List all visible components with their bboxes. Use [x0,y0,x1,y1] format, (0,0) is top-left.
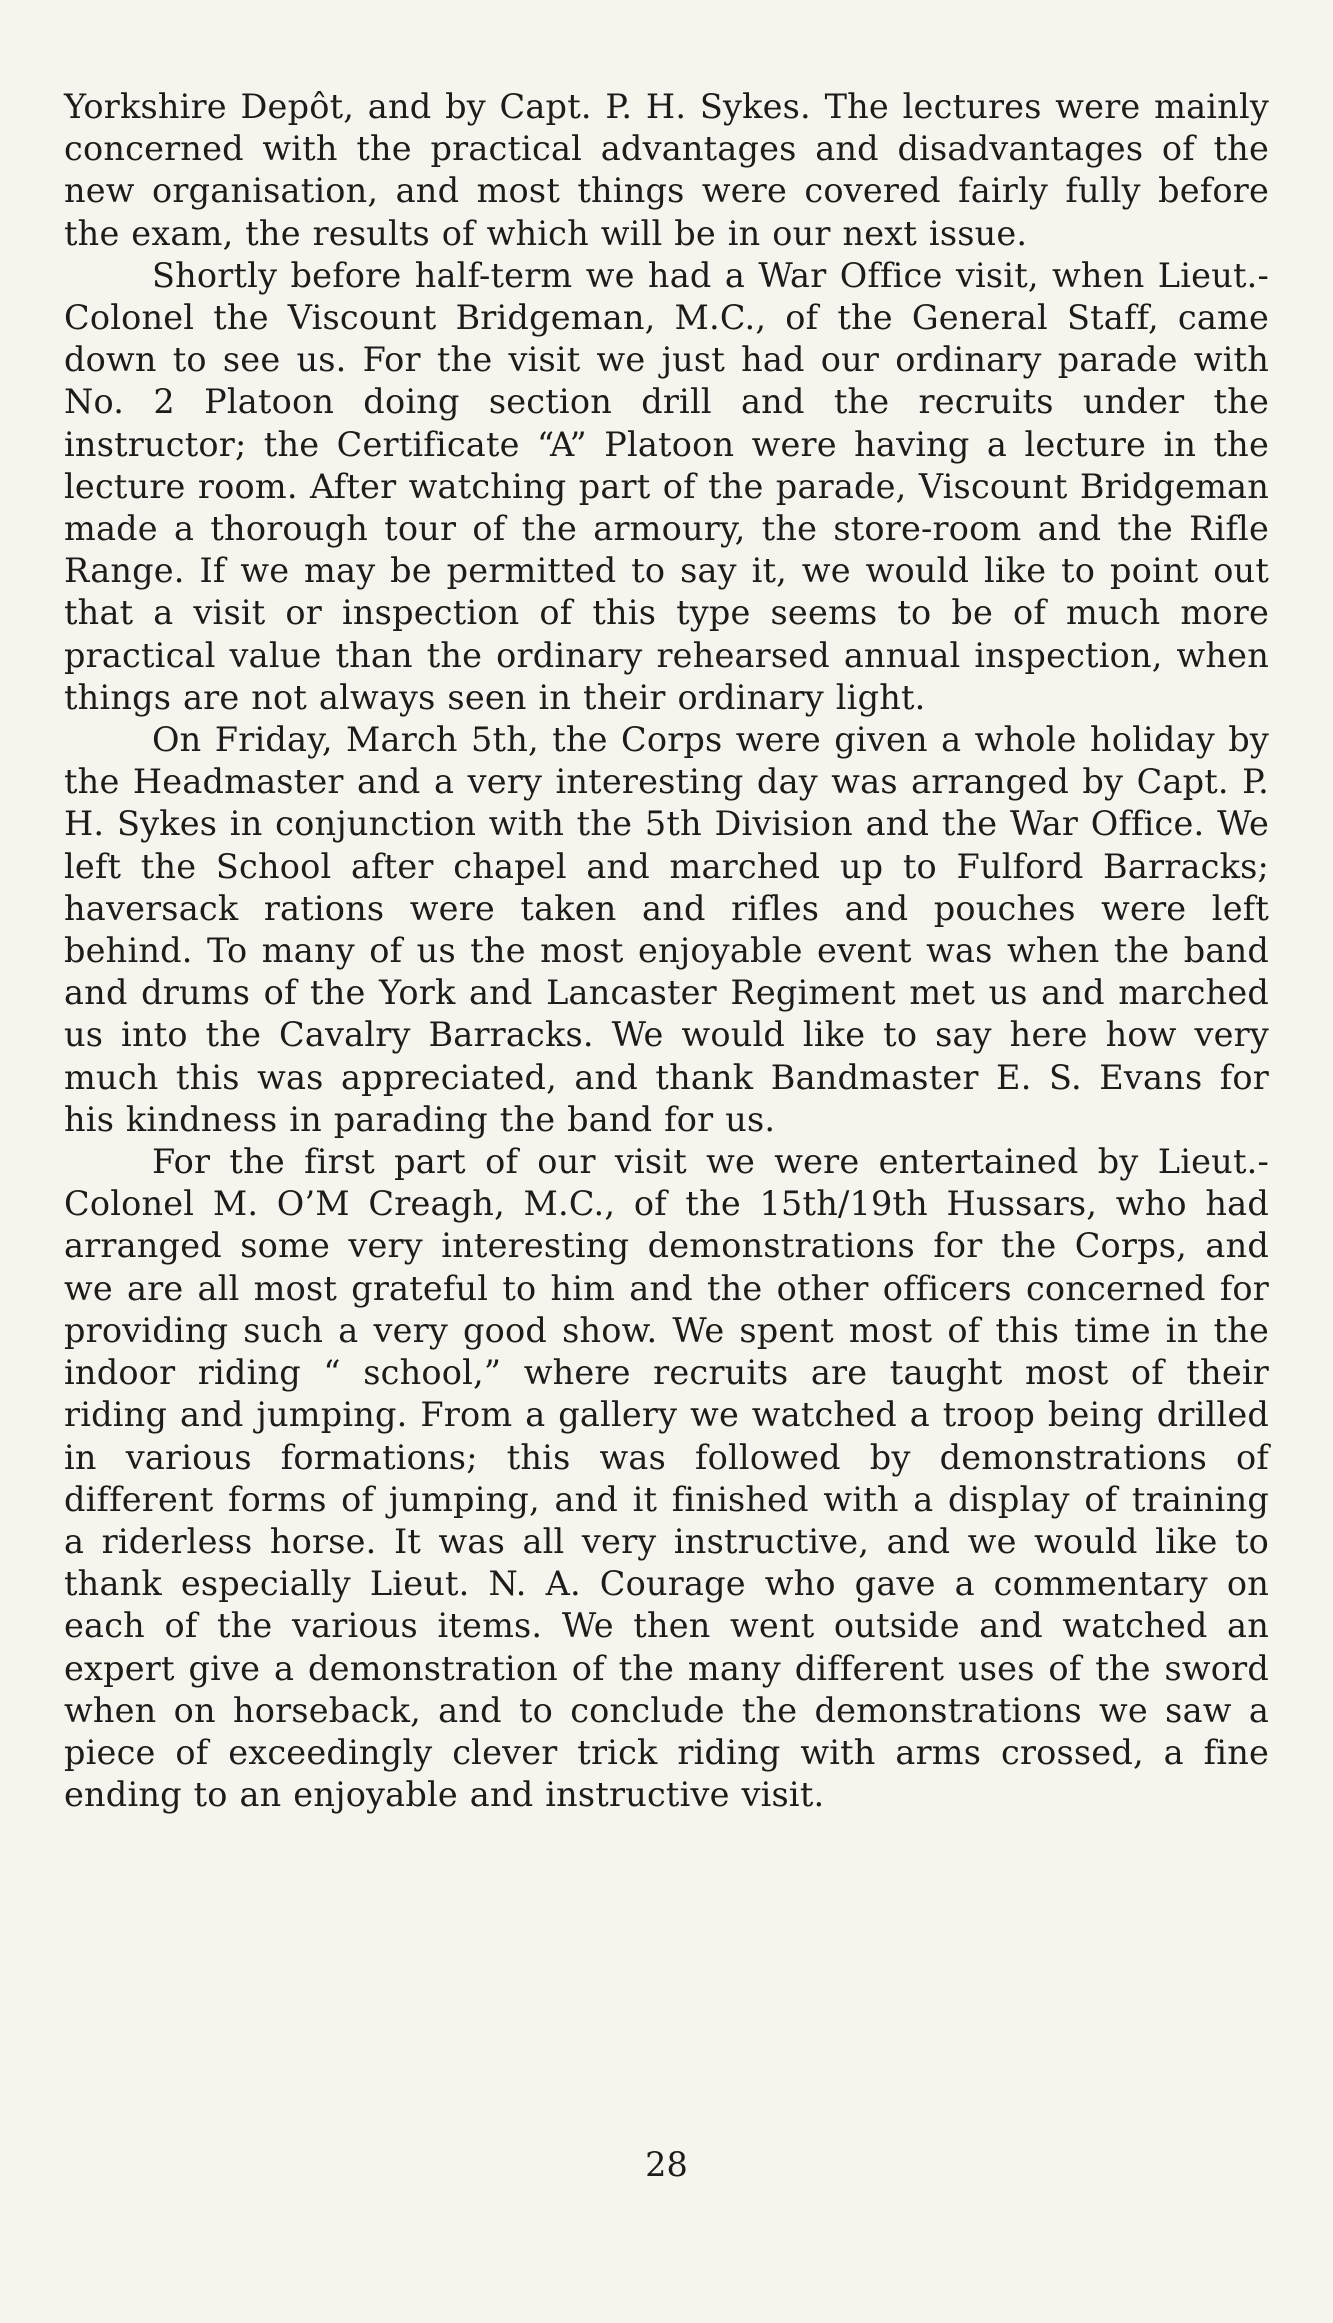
page-number: 28 [645,2145,688,2184]
paragraph-field-day: On Friday, March 5th, the Corps were given a whole holiday by the Headmaster and a very interesting day was arranged by Capt. P. H. Sykes in conjunction with the 5th Division and the War Office. We left the School after chapel and marched up to Fulford Barracks; haversack rations were taken and rifles and pouches were left behind. To many of us the most enjoyable event was when the band and drums of the York and Lancaster Regiment met us and marched us into the Cavalry Barracks. We would like to say here how very much this was appreciated, and thank Bandmaster E. S. Evans for his kindness in parading the band for us. [64,720,1269,1139]
paragraph-war-office-visit: Shortly before half-term we had a War Office visit, when Lieut.-Colonel the Viscount Bridgeman, M.C., of the General Staff, came down to see us. For the visit we just had our ordinary parade with No. 2 Platoon doing section drill and the recruits under the instructor; the Certificate “A” Platoon were having a lecture in the lecture room. After watching part of the parade, Viscount Bridgeman made a thorough tour of the armoury, the store-room and the Rifle Range. If we may be permitted to say it, we would like to point out that a visit or inspection of this type seems to be of much more practical value than the ordinary rehearsed annual inspection, when things are not always seen in their ordinary light. [64,255,1269,717]
paragraph-continuation: Yorkshire Depôt, and by Capt. P. H. Sykes. The lectures were mainly concerned with the practical advantages and disadvantages of the new organisation, and most things were covered fairly fully before the exam, the results of which will be in our next issue. [64,87,1269,253]
page-body [64,86,1269,1816]
paragraph-cavalry-demonstrations: For the first part of our visit we were entertained by Lieut.-Colonel M. O’M Creagh, M.C., of the 15th/19th Hussars, who had arranged some very interesting demonstrations for the Corps, and we are all most grateful to him and the other officers concerned for providing such a very good show. We spent most of this time in the indoor riding “ school,” where recruits are taught most of their riding and jumping. From a gallery we watched a troop being drilled in various formations; this was followed by demonstrations of different forms of jumping, and it finished with a display of training a riderless horse. It was all very instructive, and we would like to thank especially Lieut. N. A. Courage who gave a commentary on each of the various items. We then went outside and watched an expert give a demonstration of the many different uses of the sword when on horseback, and to conclude the demonstrations we saw a piece of exceedingly clever trick riding with arms crossed, a fine ending to an enjoyable and instructive visit. [64,1142,1269,1815]
